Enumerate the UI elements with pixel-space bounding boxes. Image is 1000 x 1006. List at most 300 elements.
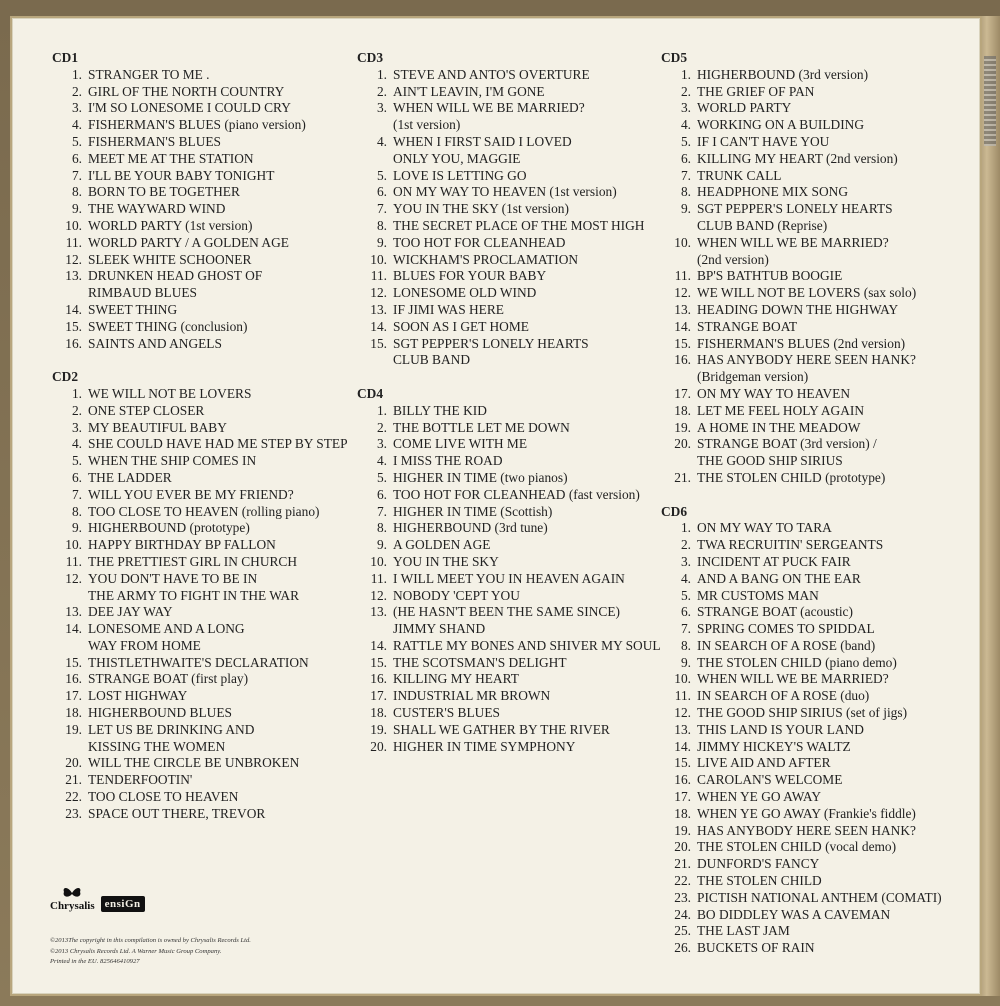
track-title: FISHERMAN'S BLUES: [88, 133, 221, 149]
track-row: [52, 722, 348, 739]
track-row: [357, 504, 661, 521]
track-title: IF JIMI WAS HERE: [393, 301, 504, 317]
track-title: ON MY WAY TO TARA: [697, 520, 832, 536]
track-row: [661, 151, 942, 168]
tracklist-sheet: [12, 18, 980, 994]
track-row: [52, 554, 348, 571]
track-title: THISTLETHWAITE'S DECLARATION: [88, 654, 309, 670]
track-title: DRUNKEN HEAD GHOST OF: [88, 268, 263, 284]
track-title: YOU IN THE SKY (1st version): [393, 201, 569, 217]
track-title: YOU IN THE SKY: [393, 553, 499, 569]
track-title: HAS ANYBODY HERE SEEN HANK?: [697, 822, 916, 838]
track-row: [357, 520, 661, 537]
track-number: 8.: [376, 217, 387, 233]
track-title: SWEET THING: [88, 301, 178, 317]
track-number: 4.: [680, 570, 691, 586]
track-row: [661, 856, 942, 873]
track-row: [661, 705, 942, 722]
track-number: 3.: [376, 100, 387, 116]
track-number: 4.: [680, 117, 691, 133]
track-row: [661, 571, 942, 588]
track-row: [357, 487, 661, 504]
track-row: [357, 604, 661, 621]
track-number: 1.: [376, 402, 387, 418]
track-number: 6.: [71, 150, 82, 166]
track-number: 8.: [680, 637, 691, 653]
track-title: WHEN I FIRST SAID I LOVED: [393, 133, 572, 149]
track-row: [357, 67, 661, 84]
track-row: [52, 84, 348, 101]
track-row: [357, 252, 661, 269]
track-row: [661, 336, 942, 353]
track-row: [357, 218, 661, 235]
track-number: 5.: [71, 133, 82, 149]
track-number: 6.: [680, 150, 691, 166]
track-row: [661, 168, 942, 185]
track-row: [52, 705, 348, 722]
track-title: GIRL OF THE NORTH COUNTRY: [88, 83, 285, 99]
track-row: [357, 655, 661, 672]
track-title: WORLD PARTY: [697, 100, 792, 116]
track-number: 14.: [370, 318, 387, 334]
column-1: [52, 50, 348, 823]
track-title: STRANGE BOAT: [697, 318, 798, 334]
track-row: [661, 688, 942, 705]
track-number: 4.: [376, 133, 387, 149]
track-title: STRANGER TO ME .: [88, 66, 210, 82]
track-row: [52, 319, 348, 336]
track-row: [52, 168, 348, 185]
track-row: [52, 789, 348, 806]
track-title-continued: THE GOOD SHIP SIRIUS: [697, 453, 843, 469]
track-title-continued: KISSING THE WOMEN: [88, 738, 226, 754]
track-title: KILLING MY HEART (2nd version): [697, 150, 898, 166]
track-title-continued: ONLY YOU, MAGGIE: [393, 150, 521, 166]
track-number: 23.: [674, 889, 691, 905]
track-title: LIVE AID AND AFTER: [697, 755, 831, 771]
track-row: [661, 923, 942, 940]
track-number: 14.: [65, 621, 82, 637]
track-number: 12.: [65, 570, 82, 586]
track-title: WILL THE CIRCLE BE UNBROKEN: [88, 755, 300, 771]
track-row: [52, 504, 348, 521]
track-number: 20.: [370, 738, 387, 754]
track-number: 4.: [376, 453, 387, 469]
track-title: THIS LAND IS YOUR LAND: [697, 721, 864, 737]
track-number: 5.: [376, 167, 387, 183]
track-row: [661, 537, 942, 554]
track-number: 17.: [674, 385, 691, 401]
track-row: [661, 755, 942, 772]
track-row: [357, 420, 661, 437]
track-number: 14.: [370, 637, 387, 653]
track-row: [661, 319, 942, 336]
track-row: [52, 671, 348, 688]
track-title: HEADPHONE MIX SONG: [697, 184, 849, 200]
track-row: [52, 201, 348, 218]
track-title: WHEN WILL WE BE MARRIED?: [697, 671, 889, 687]
track-row: [52, 67, 348, 84]
track-number: 9.: [680, 201, 691, 217]
track-title: WHEN YE GO AWAY: [697, 789, 822, 805]
track-title: SHALL WE GATHER BY THE RIVER: [393, 721, 610, 737]
disc-title: CD1: [52, 50, 79, 65]
track-title: THE SCOTSMAN'S DELIGHT: [393, 654, 567, 670]
track-number: 12.: [370, 587, 387, 603]
track-number: 2.: [376, 83, 387, 99]
track-number: 17.: [674, 789, 691, 805]
ensign-logo: ensiGn: [101, 896, 145, 912]
track-number: 13.: [370, 301, 387, 317]
track-title-continued: THE ARMY TO FIGHT IN THE WAR: [88, 587, 300, 603]
track-title: WORLD PARTY / A GOLDEN AGE: [88, 234, 289, 250]
track-number: 18.: [674, 805, 691, 821]
track-title: WHEN WILL WE BE MARRIED?: [697, 234, 889, 250]
track-number: 15.: [370, 335, 387, 351]
track-title: A GOLDEN AGE: [393, 537, 491, 553]
track-number: 9.: [680, 654, 691, 670]
butterfly-icon: [62, 886, 82, 900]
track-title: THE PRETTIEST GIRL IN CHURCH: [88, 553, 298, 569]
track-row: [661, 184, 942, 201]
track-number: 7.: [680, 621, 691, 637]
track-number: 8.: [71, 184, 82, 200]
track-number: 9.: [376, 537, 387, 553]
track-title: THE LAST JAM: [697, 923, 790, 939]
track-title: FISHERMAN'S BLUES (2nd version): [697, 335, 906, 351]
track-title: THE SECRET PLACE OF THE MOST HIGH: [393, 217, 645, 233]
track-title: INDUSTRIAL MR BROWN: [393, 688, 551, 704]
track-number: 1.: [71, 66, 82, 82]
track-title: WORKING ON A BUILDING: [697, 117, 864, 133]
track-number: 3.: [71, 100, 82, 116]
track-row: [357, 201, 661, 218]
track-row: [357, 184, 661, 201]
track-number: 11.: [65, 234, 82, 250]
track-title: MR CUSTOMS MAN: [697, 587, 819, 603]
track-row: [661, 201, 942, 218]
track-number: 16.: [65, 671, 82, 687]
track-number: 9.: [376, 234, 387, 250]
track-title: ON MY WAY TO HEAVEN: [697, 385, 851, 401]
track-title: BLUES FOR YOUR BABY: [393, 268, 547, 284]
track-row: [52, 537, 348, 554]
track-row: [52, 235, 348, 252]
track-row: [357, 638, 661, 655]
track-title: NOBODY 'CEPT YOU: [393, 587, 520, 603]
track-row: [357, 268, 661, 285]
track-row: [357, 688, 661, 705]
track-title: TWA RECRUITIN' SERGEANTS: [697, 537, 884, 553]
track-number: 4.: [71, 436, 82, 452]
track-number: 10.: [674, 671, 691, 687]
track-title: TOO HOT FOR CLEANHEAD: [393, 234, 566, 250]
track-row: [661, 268, 942, 285]
track-row: [52, 386, 348, 403]
track-title: BP'S BATHTUB BOOGIE: [697, 268, 843, 284]
track-row: [661, 907, 942, 924]
track-title: WICKHAM'S PROCLAMATION: [393, 251, 579, 267]
track-number: 10.: [65, 537, 82, 553]
track-title: AIN'T LEAVIN, I'M GONE: [393, 83, 545, 99]
track-row: [661, 403, 942, 420]
track-title-continued: (1st version): [393, 117, 461, 133]
track-number: 1.: [376, 66, 387, 82]
track-row: [52, 604, 348, 621]
track-title: A HOME IN THE MEADOW: [697, 419, 861, 435]
track-row: [357, 453, 661, 470]
track-title: HIGHER IN TIME (Scottish): [393, 503, 553, 519]
track-row: [357, 319, 661, 336]
track-row: [52, 571, 348, 588]
box-spine: [978, 16, 1000, 996]
track-row: [661, 772, 942, 789]
track-row: [661, 302, 942, 319]
track-row: [357, 84, 661, 101]
chrysalis-logo: [50, 886, 95, 912]
track-row: [661, 604, 942, 621]
track-row: [52, 655, 348, 672]
track-title-continued: CLUB BAND: [393, 352, 471, 368]
track-number: 5.: [376, 469, 387, 485]
track-row: [661, 100, 942, 117]
track-row: [357, 235, 661, 252]
track-number: 15.: [674, 755, 691, 771]
track-number: 7.: [71, 486, 82, 502]
track-number: 17.: [370, 688, 387, 704]
track-number: 20.: [674, 839, 691, 855]
track-number: 10.: [370, 251, 387, 267]
track-row: [661, 638, 942, 655]
track-row: [661, 470, 942, 487]
track-title: THE STOLEN CHILD: [697, 873, 822, 889]
track-number: 22.: [65, 789, 82, 805]
track-title: HIGHERBOUND BLUES: [88, 705, 232, 721]
track-row: [661, 235, 942, 252]
track-number: 11.: [65, 553, 82, 569]
track-title-continued: RIMBAUD BLUES: [88, 285, 197, 301]
disc-title: CD2: [52, 369, 79, 385]
track-number: 2.: [680, 537, 691, 553]
track-number: 11.: [674, 268, 691, 284]
track-number: 12.: [370, 285, 387, 301]
track-row: [357, 739, 661, 756]
track-title: LONESOME AND A LONG: [88, 621, 245, 637]
track-title: HAS ANYBODY HERE SEEN HANK?: [697, 352, 916, 368]
track-number: 9.: [71, 520, 82, 536]
track-number: 19.: [674, 822, 691, 838]
track-number: 22.: [674, 873, 691, 889]
track-number: 15.: [65, 318, 82, 334]
track-number: 7.: [680, 167, 691, 183]
copyright-line-2: ©2013 Chrysalis Records Ltd. A Warner Music Group Company.: [50, 947, 222, 955]
track-title: IF I CAN'T HAVE YOU: [697, 133, 830, 149]
track-number: 19.: [674, 419, 691, 435]
track-row: [357, 134, 661, 151]
track-title: STRANGE BOAT (first play): [88, 671, 249, 687]
track-title: LET ME FEEL HOLY AGAIN: [697, 402, 865, 418]
track-number: 16.: [674, 772, 691, 788]
track-row: [661, 621, 942, 638]
track-number: 13.: [674, 721, 691, 737]
track-row: [357, 722, 661, 739]
track-row: [357, 436, 661, 453]
track-row: [52, 436, 348, 453]
track-title: STRANGE BOAT (3rd version) /: [697, 436, 877, 452]
track-row: [52, 218, 348, 235]
track-number: 12.: [65, 251, 82, 267]
track-row: [52, 184, 348, 201]
track-number: 25.: [674, 923, 691, 939]
track-title: THE BOTTLE LET ME DOWN: [393, 419, 570, 435]
track-title: BUCKETS OF RAIN: [697, 940, 815, 956]
track-number: 15.: [674, 335, 691, 351]
track-row: [52, 117, 348, 134]
track-title: SGT PEPPER'S LONELY HEARTS: [393, 335, 589, 351]
track-row: [357, 403, 661, 420]
track-row: [52, 252, 348, 269]
disc-spacer: [357, 369, 661, 386]
track-title: WHEN YE GO AWAY (Frankie's fiddle): [697, 805, 916, 821]
track-number: 3.: [376, 436, 387, 452]
track-row: [52, 772, 348, 789]
track-number: 7.: [376, 201, 387, 217]
track-title: MEET ME AT THE STATION: [88, 150, 254, 166]
track-title: LONESOME OLD WIND: [393, 285, 537, 301]
track-title-continued: (2nd version): [697, 251, 769, 267]
track-number: 8.: [680, 184, 691, 200]
track-row: [661, 520, 942, 537]
track-number: 3.: [71, 419, 82, 435]
disc-title: CD5: [661, 50, 688, 65]
catalog-line: Printed in the EU. 825646410927: [50, 958, 140, 965]
track-number: 2.: [680, 83, 691, 99]
track-number: 6.: [680, 604, 691, 620]
track-row: [52, 453, 348, 470]
track-title: YOU DON'T HAVE TO BE IN: [88, 570, 258, 586]
track-title: SGT PEPPER'S LONELY HEARTS: [697, 201, 893, 217]
track-title: WE WILL NOT BE LOVERS (sax solo): [697, 285, 917, 301]
track-title: SOON AS I GET HOME: [393, 318, 529, 334]
disc-title: CD6: [661, 503, 688, 519]
track-title: I WILL MEET YOU IN HEAVEN AGAIN: [393, 570, 625, 586]
track-row: [661, 420, 942, 437]
track-title: THE STOLEN CHILD (prototype): [697, 469, 886, 485]
track-number: 2.: [71, 83, 82, 99]
track-number: 1.: [680, 66, 691, 82]
track-title: SLEEK WHITE SCHOONER: [88, 251, 252, 267]
track-row: [661, 823, 942, 840]
track-number: 26.: [674, 940, 691, 956]
track-title: I'LL BE YOUR BABY TONIGHT: [88, 167, 275, 183]
track-title: STEVE AND ANTO'S OVERTURE: [393, 66, 590, 82]
track-row: [357, 705, 661, 722]
track-title: BORN TO BE TOGETHER: [88, 184, 240, 200]
track-title: LOVE IS LETTING GO: [393, 167, 527, 183]
track-title: HAPPY BIRTHDAY BP FALLON: [88, 537, 276, 553]
track-row: [661, 839, 942, 856]
track-row: [661, 890, 942, 907]
track-title: COME LIVE WITH ME: [393, 436, 528, 452]
track-title-continued: JIMMY SHAND: [393, 621, 486, 637]
track-row: [661, 117, 942, 134]
track-title: HIGHER IN TIME SYMPHONY: [393, 738, 576, 754]
track-row: [357, 100, 661, 117]
track-row: [661, 285, 942, 302]
copyright-notice: [50, 936, 251, 968]
track-number: 8.: [71, 503, 82, 519]
track-row: [52, 100, 348, 117]
track-number: 10.: [674, 234, 691, 250]
track-title: ON MY WAY TO HEAVEN (1st version): [393, 184, 617, 200]
track-row: [661, 67, 942, 84]
track-number: 13.: [674, 301, 691, 317]
track-number: 12.: [674, 705, 691, 721]
track-title: ONE STEP CLOSER: [88, 402, 205, 418]
track-title: I MISS THE ROAD: [393, 453, 503, 469]
track-row: [52, 151, 348, 168]
track-number: 21.: [674, 856, 691, 872]
track-title: DUNFORD'S FANCY: [697, 856, 820, 872]
track-row: [661, 806, 942, 823]
track-title: MY BEAUTIFUL BABY: [88, 419, 227, 435]
disc-title: CD3: [357, 50, 384, 65]
track-title: TOO HOT FOR CLEANHEAD (fast version): [393, 486, 640, 502]
track-number: 18.: [674, 402, 691, 418]
track-number: 16.: [370, 671, 387, 687]
track-number: 14.: [674, 738, 691, 754]
disc-spacer: [52, 352, 348, 369]
track-title-continued: (Bridgeman version): [697, 369, 809, 385]
track-title: CAROLAN'S WELCOME: [697, 772, 843, 788]
track-title: I'M SO LONESOME I COULD CRY: [88, 100, 291, 116]
track-row: [661, 352, 942, 369]
track-title: KILLING MY HEART: [393, 671, 519, 687]
track-number: 19.: [370, 721, 387, 737]
track-row: [661, 554, 942, 571]
track-number: 5.: [680, 587, 691, 603]
track-row: [52, 487, 348, 504]
track-row: [52, 806, 348, 823]
track-row: [52, 268, 348, 285]
track-number: 3.: [680, 100, 691, 116]
track-number: 11.: [370, 570, 387, 586]
track-row: [661, 789, 942, 806]
track-row: [661, 655, 942, 672]
track-row: [661, 436, 942, 453]
track-row: [661, 722, 942, 739]
chrysalis-logo-text: Chrysalis: [50, 900, 95, 912]
track-title: LOST HIGHWAY: [88, 688, 188, 704]
track-row: [661, 588, 942, 605]
track-row: [52, 755, 348, 772]
track-row: [661, 873, 942, 890]
track-number: 11.: [674, 688, 691, 704]
track-number: 15.: [370, 654, 387, 670]
track-title: STRANGE BOAT (acoustic): [697, 604, 853, 620]
track-title: IN SEARCH OF A ROSE (band): [697, 637, 876, 653]
track-number: 7.: [376, 503, 387, 519]
track-title: HIGHER IN TIME (two pianos): [393, 469, 568, 485]
track-row: [52, 134, 348, 151]
track-row: [357, 302, 661, 319]
track-row: [357, 588, 661, 605]
track-title: PICTISH NATIONAL ANTHEM (COMATI): [697, 889, 942, 905]
track-number: 23.: [65, 805, 82, 821]
track-title: WHEN THE SHIP COMES IN: [88, 453, 257, 469]
track-row: [52, 688, 348, 705]
track-title: LET US BE DRINKING AND: [88, 721, 255, 737]
